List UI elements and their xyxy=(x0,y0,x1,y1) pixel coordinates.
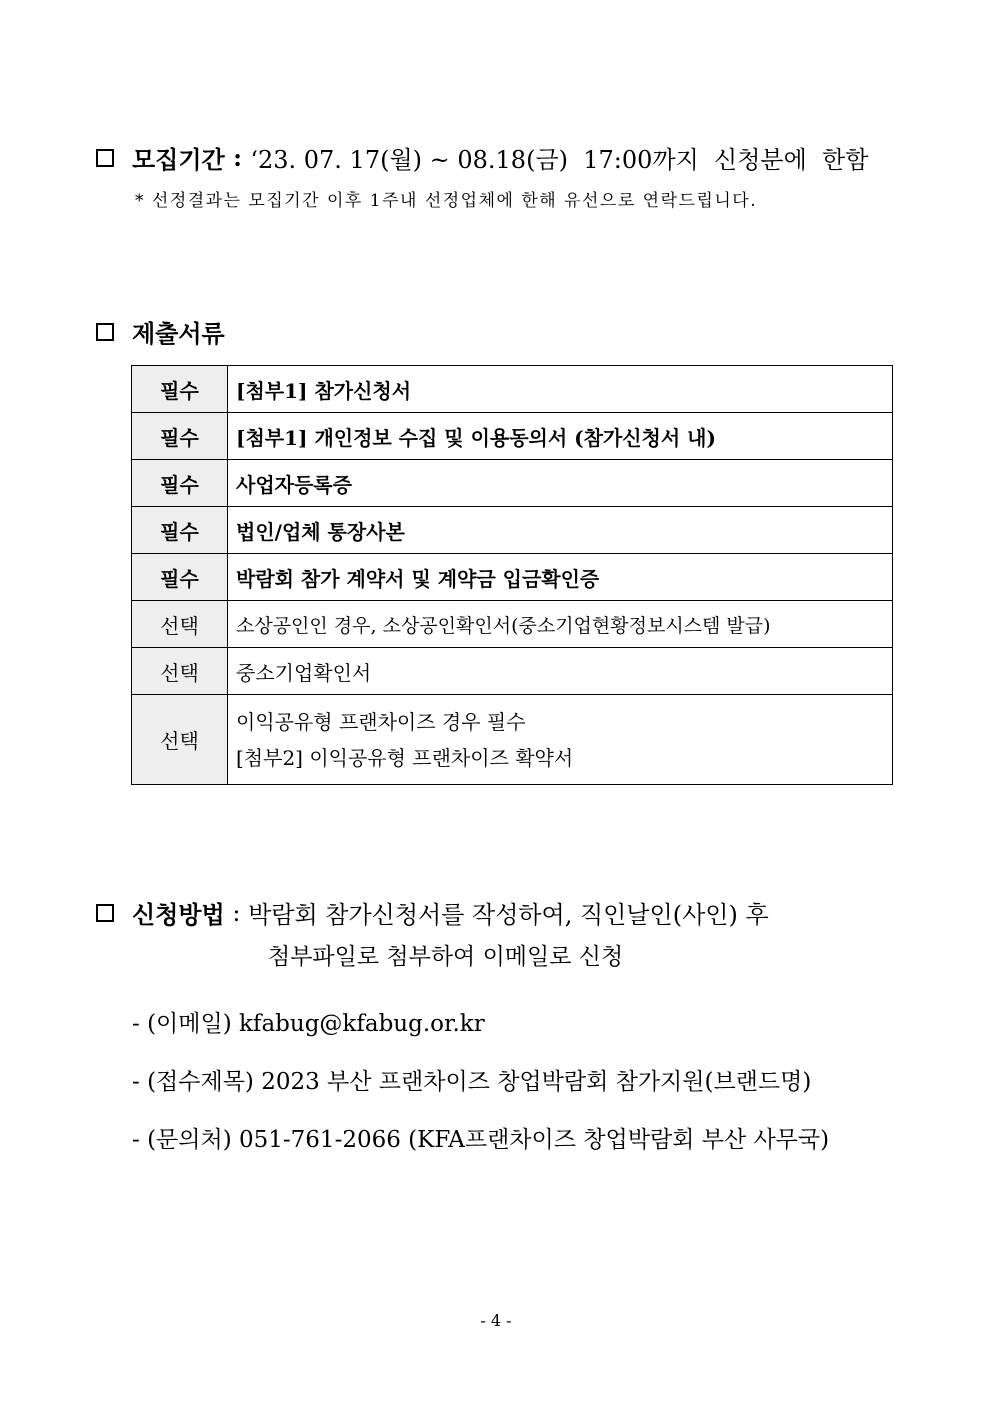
table-row xyxy=(132,507,893,554)
doc-text-line: 이익공유형 프랜차이즈 경우 필수 xyxy=(236,709,526,734)
doc-text: 법인/업체 통장사본 xyxy=(228,507,893,554)
table-row xyxy=(132,413,893,460)
method-text-continued: 첨부파일로 첨부하여 이메일로 신청 xyxy=(268,944,624,970)
recruit-period-label: 모집기간 xyxy=(132,145,225,174)
doc-kind: 필수 xyxy=(132,366,228,413)
doc-text: [첨부1] 참가신청서 xyxy=(228,366,893,413)
documents-table xyxy=(131,365,893,785)
method-line xyxy=(96,895,769,930)
list-item-email: - (이메일) kfabug@kfabug.or.kr xyxy=(132,1011,485,1037)
doc-kind: 선택 xyxy=(132,648,228,695)
table-row xyxy=(132,648,893,695)
method-text: 박람회 참가신청서를 작성하여, 직인날인(사인) 후 xyxy=(248,901,769,929)
doc-kind: 선택 xyxy=(132,601,228,648)
list-item-subject: - (접수제목) 2023 부산 프랜차이즈 창업박람회 참가지원(브랜드명) xyxy=(132,1069,812,1095)
doc-text: [첨부1] 개인정보 수집 및 이용동의서 (참가신청서 내) xyxy=(228,413,893,460)
table-row xyxy=(132,695,893,785)
recruit-period-line xyxy=(96,140,868,175)
table-row xyxy=(132,601,893,648)
table-row xyxy=(132,366,893,413)
doc-kind: 선택 xyxy=(132,695,228,785)
doc-kind: 필수 xyxy=(132,554,228,601)
checkbox-square-icon xyxy=(96,149,114,167)
list-item-contact: - (문의처) 051-761-2066 (KFA프랜차이즈 창업박람회 부산 사무국) xyxy=(132,1127,830,1153)
doc-text: 박람회 참가 계약서 및 계약금 입금확인증 xyxy=(228,554,893,601)
checkbox-square-icon xyxy=(96,323,114,341)
selection-note: * 선정결과는 모집기간 이후 1주내 선정업체에 한해 유선으로 연락드립니다. xyxy=(135,191,758,211)
doc-text-line: [첨부2] 이익공유형 프랜차이즈 확약서 xyxy=(236,745,574,770)
method-label: 신청방법 xyxy=(132,900,225,929)
doc-kind: 필수 xyxy=(132,413,228,460)
doc-text: 소상공인인 경우, 소상공인확인서(중소기업현황정보시스템 발급) xyxy=(228,601,893,648)
table-row xyxy=(132,460,893,507)
doc-text: 중소기업확인서 xyxy=(228,648,893,695)
documents-label: 제출서류 xyxy=(132,319,225,348)
table-row xyxy=(132,554,893,601)
method-separator: : xyxy=(224,898,249,927)
doc-kind: 필수 xyxy=(132,507,228,554)
checkbox-square-icon xyxy=(96,904,114,922)
documents-heading xyxy=(96,314,225,349)
doc-text xyxy=(228,695,893,785)
doc-kind: 필수 xyxy=(132,460,228,507)
recruit-period-separator: : xyxy=(224,143,251,172)
page-number: - 4 - xyxy=(480,1311,512,1330)
recruit-period-value: ‘23. 07. 17(월) ~ 08.18(금) 17:00까지 신청분에 한함 xyxy=(250,146,869,174)
doc-text: 사업자등록증 xyxy=(228,460,893,507)
